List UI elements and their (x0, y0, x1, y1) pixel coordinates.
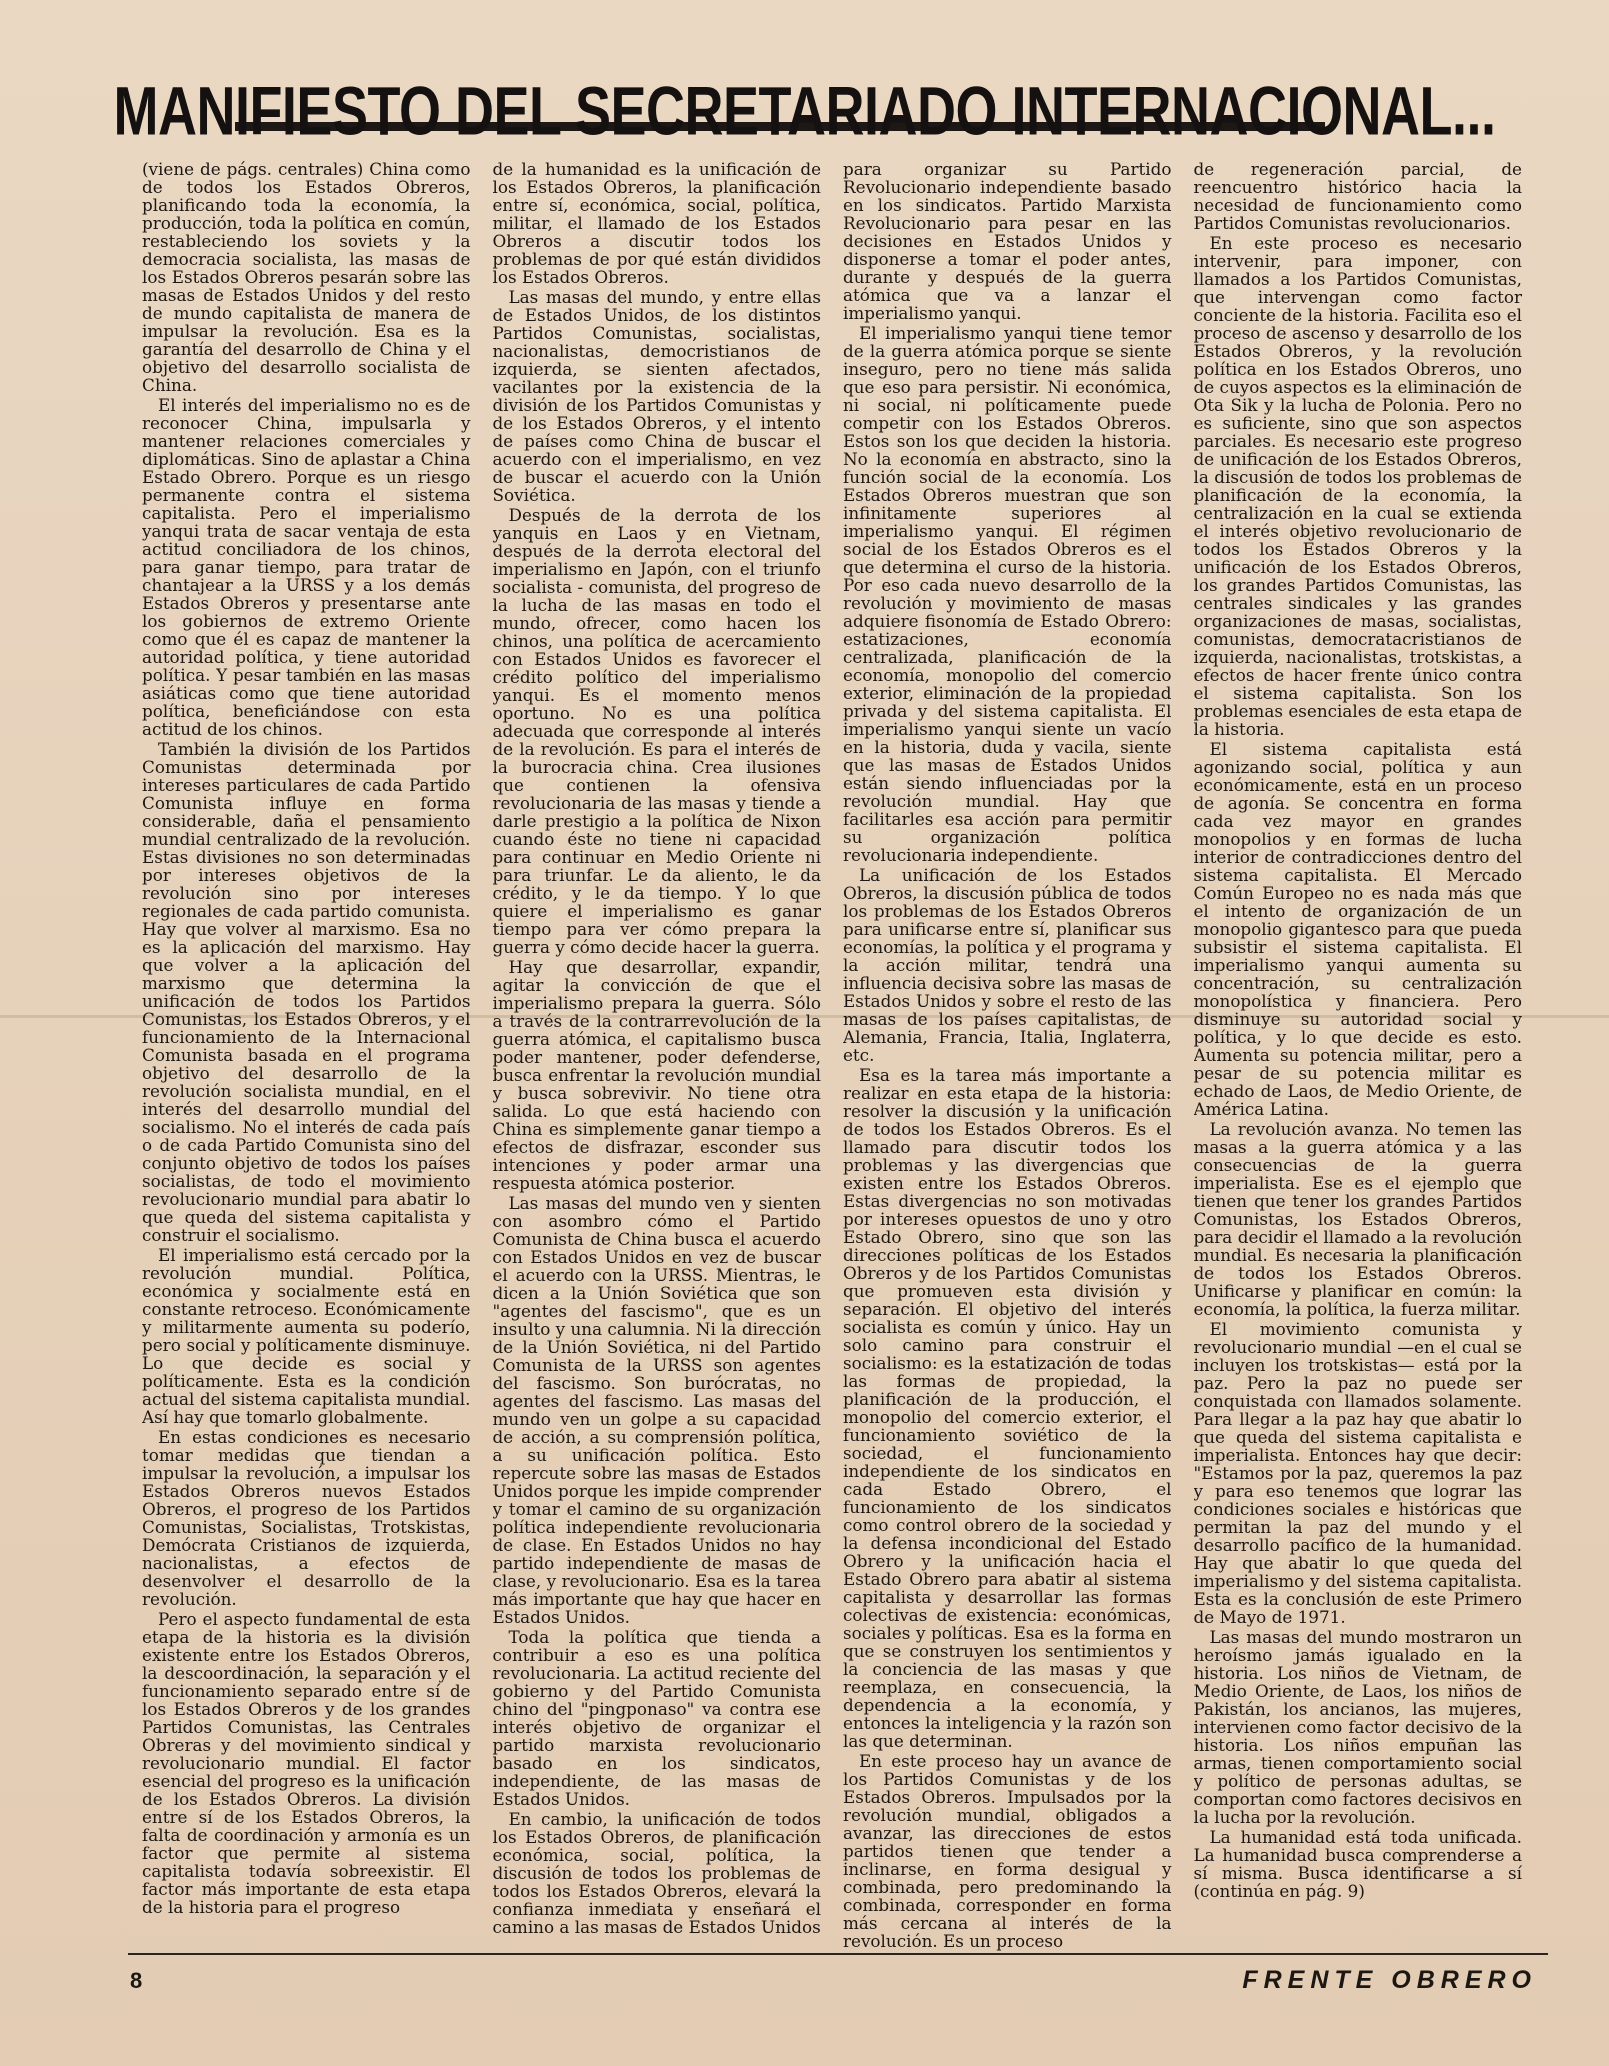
paragraph: (viene de págs. centrales) China como de todos los Estados Obreros, planificando toda la economía, la producción, toda la política en común, restableciendo los soviets y la democracia socialista, las masas de los Estados Obreros pesarán sobre las masas de Estados Unidos y del resto de mundo capitalista de manera de impulsar la revolución. Esa es la garantía del desarrollo de China y el objetivo del desarrollo socialista de China. (142, 160, 471, 395)
paragraph: Las masas del mundo mostraron un heroísmo jamás igualado en la historia. Los niños de Vietnam, de Medio Oriente, de Laos, los niños de Pakistán, los ancianos, las mujeres, intervienen como factor decisivo de la historia. Los niños empuñan las armas, tienen comportamiento social y político de personas adultas, se comportan como factores decisivos en la lucha por la revolución. (1193, 1627, 1522, 1827)
paragraph: La revolución avanza. No temen las masas a la guerra atómica y a las consecuencias de la guerra imperialista. Ese es el ejemplo que tienen que tener los grandes Partidos Comunistas, los Estados Obreros, para decidir el llamado a la revolución mundial. Es necesaria la planificación de todos los Estados Obreros. Unificarse y planificar en común: la economía, la política, la fuerza militar. (1193, 1119, 1522, 1319)
page-title: MANIFIESTO DEL SECRETARIADO INTERNACIONAL... (113, 73, 1496, 151)
paragraph: Esa es la tarea más importante a realizar en esta etapa de la historia: resolver la discusión y la unificación de todos los Estados Obreros. Es el llamado para discutir todos los problemas y las divergencias que existen entre los Estados Obreros. Estas divergencias no son motivadas por intereses opuestos de uno y otro Estado Obrero, sino que son las direcciones políticas de los Estados Obreros y de los Partidos Comunistas que promueven esta división y separación. El objetivo del interés socialista es común y único. Hay un solo camino para construir el socialismo: es la estatización de todas las formas de propiedad, la planificación de la producción, el monopolio del comercio exterior, el funcionamiento soviético de la sociedad, el funcionamiento independiente de los sindicatos en cada Estado Obrero, el funcionamiento de los sindicatos como control obrero de la sociedad y la defensa incondicional del Estado Obrero y la unificación hacia el Estado Obrero para abatir al sistema capitalista y desarrollar las formas colectivas de existencia: económicas, sociales y políticas. Esa es la forma en que se construyen los sentimientos y la conciencia de las masas y que reemplaza, en consecuencia, la dependencia a la economía, y entonces la inteligencia y la razón son las que determinan. (843, 1065, 1172, 1751)
paragraph: El imperialismo yanqui tiene temor de la guerra atómica porque se siente inseguro, pero no tiene más salida que eso para persistir. Ni económica, ni social, ni políticamente puede competir con los Estados Obreros. Estos son los que deciden la historia. No la economía en abstracto, sino la función social de la economía. Los Estados Obreros muestran que son infinitamente superiores al imperialismo yanqui. El régimen social de los Estados Obreros es el que determina el curso de la historia. Por eso cada nuevo desarrollo de la revolución y movimiento de masas adquiere fisonomía de Estado Obrero: estatizaciones, economía centralizada, planificación de la economía, monopolio del comercio exterior, eliminación de la propiedad privada y del sistema capitalista. El imperialismo yanqui siente un vacío en la historia, duda y vacila, siente que las masas de Estados Unidos están siendo influenciadas por la revolución mundial. Hay que facilitarles esa acción para permitir su organización política revolucionaria independiente. (843, 323, 1172, 865)
article-column-1 (142, 160, 471, 1955)
paragraph: Después de la derrota de los yanquis en Laos y en Vietnam, después de la derrota electoral del imperialismo en Japón, con el triunfo socialista - comunista, del progreso de la lucha de las masas en todo el mundo, ofrecer, como hacen los chinos, una política de acercamiento con Estados Unidos es favorecer el crédito político del imperialismo yanqui. Es el momento menos oportuno. No es una política adecuada que corresponde al interés de la revolución. Es para el interés de la burocracia china. Crea ilusiones que contienen la ofensiva revolucionaria de las masas y tiende a darle prestigio a la política de Nixon cuando éste no tiene ni capacidad para continuar en Medio Oriente ni para triunfar. Le da aliento, le da crédito, y le da tiempo. Y lo que quiere el imperialismo es ganar tiempo para ver cómo prepara la guerra y cómo decide hacer la guerra. (492, 505, 821, 957)
paragraph: El interés del imperialismo no es de reconocer China, impulsarla y mantener relaciones comerciales y diplomáticas. Sino de aplastar a China Estado Obrero. Porque es un riesgo permanente contra el sistema capitalista. Pero el imperialismo yanqui trata de sacar ventaja de esta actitud conciliadora de los chinos, para ganar tiempo, para tratar de chantajear a la URSS y a los demás Estados Obreros y presentarse ante los gobiernos de extremo Oriente como que él es capaz de mantener la autoridad política, y tiene autoridad política. Y pesar también en las masas asiáticas como que tiene autoridad política, beneficiándose con esta actitud de los chinos. (142, 395, 471, 739)
paragraph: La unificación de los Estados Obreros, la discusión pública de todos los problemas de los Estados Obreros para unificarse entre sí, planificar sus economías, la política y el programa y la acción militar, tendrá una influencia decisiva sobre las masas de Estados Unidos y sobre el resto de las masas de los países capitalistas, de Alemania, Francia, Italia, Inglaterra, etc. (843, 865, 1172, 1065)
paragraph: Las masas del mundo, y entre ellas de Estados Unidos, de los distintos Partidos Comunistas, socialistas, nacionalistas, democristianos de izquierda, se sienten afectados, vacilantes por la existencia de la división de los Partidos Comunistas y de los Estados Obreros, y el intento de países como China de buscar el acuerdo con el imperialismo, en vez de buscar el acuerdo con la Unión Soviética. (492, 287, 821, 505)
paragraph: Toda la política que tienda a contribuir a eso es una política revolucionaria. La actitud reciente del gobierno y del Partido Comunista chino del "pingponaso" va contra ese interés objetivo de organizar el partido marxista revolucionario basado en los sindicatos, independiente, de las masas de Estados Unidos. (492, 1627, 821, 1809)
paragraph: de regeneración parcial, de reencuentro histórico hacia la necesidad de funcionamiento como Partidos Comunistas revolucionarios. (1193, 160, 1522, 233)
paragraph: Hay que desarrollar, expandir, agitar la convicción de que el imperialismo prepara la guerra. Sólo a través de la contrarrevolución de la guerra atómica, el capitalismo busca poder mantener, poder defenderse, busca enfrentar la revolución mundial y busca sobrevivir. No tiene otra salida. Lo que está haciendo con China es simplemente ganar tiempo a efectos de disfrazar, esconder sus intenciones y poder armar una respuesta atómica posterior. (492, 957, 821, 1193)
paragraph: El sistema capitalista está agonizando social, política y aun económicamente, está en un proceso de agonía. Se concentra en forma cada vez mayor en grandes monopolios y en formas de lucha interior de contradicciones dentro del sistema capitalista. El Mercado Común Europeo no es nada más que el intento de organización de un monopolio gigantesco para que pueda subsistir el sistema capitalista. El imperialismo yanqui aumenta su concentración, su centralización monopolística y financiera. Pero disminuye su autoridad social y política, y lo que decide es esto. Aumenta su potencia militar, pero a pesar de su potencia militar es echado de Laos, de Medio Oriente, de América Latina. (1193, 739, 1522, 1119)
page-number: 8 (130, 1968, 143, 1993)
publication-name: FRENTE OBRERO (1242, 1966, 1537, 1994)
paragraph: En cambio, la unificación de todos los Estados Obreros, de planificación económica, social, política, la discusión de todos los problemas de todos los Estados Obreros, elevará la confianza inmediata y enseñará el camino a las masas de Estados Unidos (492, 1809, 821, 1937)
paragraph: para organizar su Partido Revolucionario independiente basado en los sindicatos. Partido Marxista Revolucionario para pesar en las decisiones en Estados Unidos y disponerse a tomar el poder antes, durante y después de la guerra atómica que va a lanzar el imperialismo yanqui. (843, 160, 1172, 323)
paragraph: En este proceso hay un avance de los Partidos Comunistas y de los Estados Obreros. Impulsados por la revolución mundial, obligados a avanzar, las direcciones de estos partidos tienen que tender a inclinarse, en forma desigual y combinada, pero predominando la combinada, corresponder en forma más cercana al interés de la revolución. Es un proceso (843, 1751, 1172, 1951)
article-columns (142, 160, 1522, 1955)
paragraph: Las masas del mundo ven y sienten con asombro cómo el Partido Comunista de China busca el acuerdo con Estados Unidos en vez de buscar el acuerdo con la URSS. Mientras, le dicen a la Unión Soviética que son "agentes del fascismo", que es un insulto y una calumnia. Ni la dirección de la Unión Soviética, ni del Partido Comunista de la URSS son agentes del fascismo. Son burócratas, no agentes del fascismo. Las masas del mundo ven un golpe a su capacidad de acción, a su comprensión política, a su unificación política. Esto repercute sobre las masas de Estados Unidos porque les impide comprender y tomar el camino de su organización política independiente revolucionaria de clase. En Estados Unidos no hay partido independiente de masas de clase, y revolucionario. Esa es la tarea más importante que hay que hacer en Estados Unidos. (492, 1193, 821, 1627)
paragraph: de la humanidad es la unificación de los Estados Obreros, la planificación entre sí, económica, social, política, militar, el llamado de los Estados Obreros a discutir todos los problemas de por qué están divididos los Estados Obreros. (492, 160, 821, 287)
article-column-3 (843, 160, 1172, 1955)
paragraph: El imperialismo está cercado por la revolución mundial. Política, económica y socialmente está en constante retroceso. Económicamente y militarmente aumenta su poderío, pero social y políticamente disminuye. Lo que decide es social y políticamente. Esta es la condición actual del sistema capitalista mundial. Así hay que tomarlo globalmente. (142, 1245, 471, 1427)
article-column-4 (1194, 160, 1523, 1955)
paragraph: En estas condiciones es necesario tomar medidas que tiendan a impulsar la revolución, a impulsar los Estados Obreros nuevos Estados Obreros, el progreso de los Partidos Comunistas, Socialistas, Trotskistas, Demócrata Cristianos de izquierda, nacionalistas, a efectos de desenvolver el desarrollo de la revolución. (142, 1427, 471, 1609)
paragraph: En este proceso es necesario intervenir, para imponer, con llamados a los Partidos Comunistas, que intervengan como factor conciente de la historia. Facilita eso el proceso de ascenso y desarrollo de los Estados Obreros, y la revolución política en los Estados Obreros, uno de cuyos aspectos es la eliminación de Ota Sik y la lucha de Polonia. Pero no es suficiente, sino que son aspectos parciales. Es necesario este progreso de unificación de los Estados Obreros, la discusión de todos los problemas de planificación de la economía, la centralización en la cual se extienda el interés objetivo revolucionario de todos los Estados Obreros y la unificación de los Estados Obreros, los grandes Partidos Comunistas, las centrales sindicales y las grandes organizaciones de masas, socialistas, comunistas, democratacristianos de izquierda, nacionalistas, trotskistas, a efectos de hacer frente único contra el sistema capitalista. Son los problemas esenciales de esta etapa de la historia. (1193, 233, 1522, 739)
paragraph: Pero el aspecto fundamental de esta etapa de la historia es la división existente entre los Estados Obreros, la descoordinación, la separación y el funcionamiento separado entre sí de los Estados Obreros y de los grandes Partidos Comunistas, las Centrales Obreras y del movimiento sindical y revolucionario mundial. El factor esencial del progreso es la unificación de los Estados Obreros. La división entre sí de los Estados Obreros, la falta de coordinación y armonía es un factor que permite al sistema capitalista todavía sobreexistir. El factor más importante de esta etapa de la historia para el progreso (142, 1609, 471, 1917)
article-column-2 (493, 160, 822, 1955)
paragraph: La humanidad está toda unificada. La humanidad busca comprenderse a sí misma. Busca identificarse a sí (continúa en pág. 9) (1193, 1827, 1522, 1901)
footer-rule (128, 1953, 1548, 1955)
paragraph: También la división de los Partidos Comunistas determinada por intereses particulares de cada Partido Comunista influye en forma considerable, daña el pensamiento mundial centralizado de la revolución. Estas divisiones no son determinadas por intereses objetivos de la revolución sino por intereses regionales de cada partido comunista. Hay que volver al marxismo. Esa no es la aplicación del marxismo. Hay que volver a la aplicación del marxismo que determina la unificación de todos los Partidos Comunistas, los Estados Obreros, y el funcionamiento de la Internacional Comunista basada en el programa objetivo del desarrollo de la revolución socialista mundial, en el interés del desarrollo mundial del socialismo. No el interés de cada país o de cada Partido Comunista sino del conjunto objetivo de todos los países socialistas, de todo el movimiento revolucionario mundial para abatir lo que queda del sistema capitalista y construir el socialismo. (142, 739, 471, 1245)
paragraph: El movimiento comunista y revolucionario mundial —en el cual se incluyen los trotskistas— está por la paz. Pero la paz no puede ser conquistada con llamados solamente. Para llegar a la paz hay que abatir lo que queda del sistema capitalista e imperialista. Entonces hay que decir: "Estamos por la paz, queremos la paz y para eso tenemos que lograr las condiciones sociales e históricas que permitan la paz del mundo y el desarrollo pacífico de la humanidad. Hay que abatir lo que queda del imperialismo y del sistema capitalista. Esta es la conclusión de este Primero de Mayo de 1971. (1193, 1319, 1522, 1627)
